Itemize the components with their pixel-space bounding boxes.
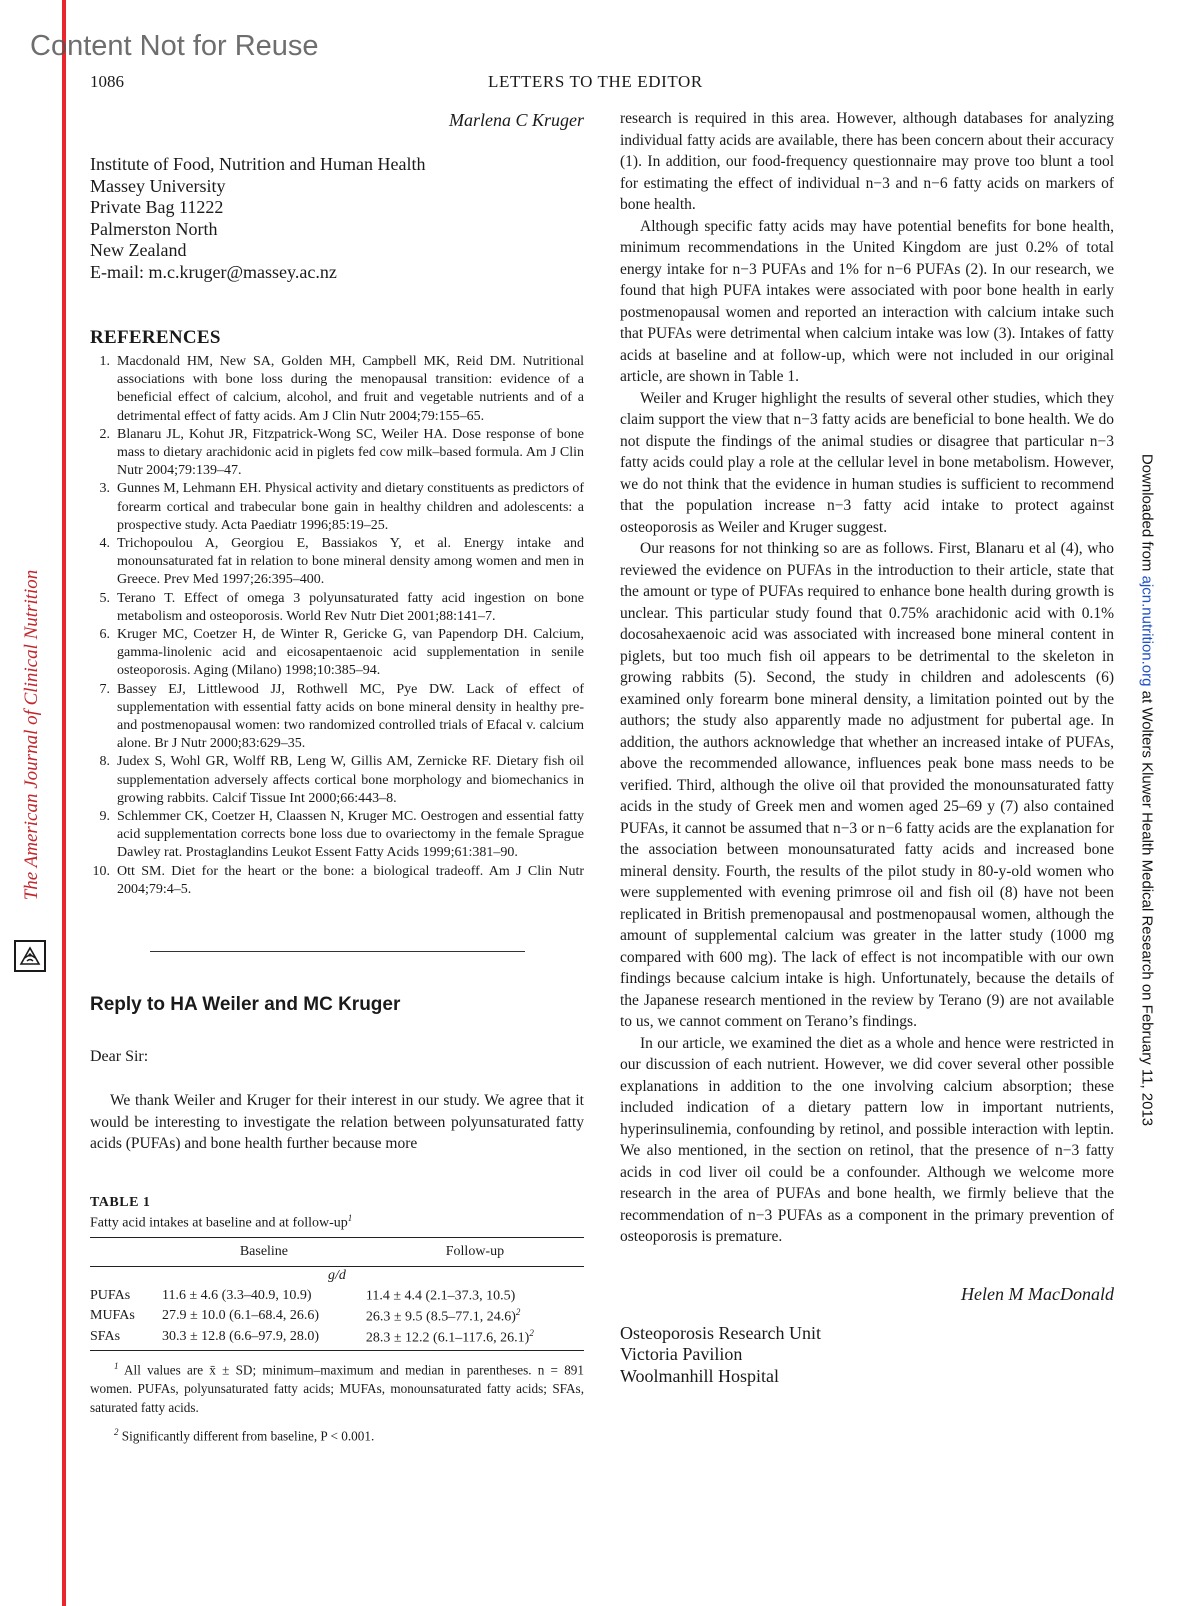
column-header-baseline: Baseline xyxy=(162,1238,366,1267)
table-row xyxy=(90,1327,584,1351)
reference-number: 7. xyxy=(99,681,110,697)
reply-address xyxy=(620,1323,1114,1388)
reply-paragraph: Although specific fatty acids may have potential benefits for bone health, minimum recommendations in the United Kingdom are just 0.2% of total energy intake for n−3 PUFAs and 1% for n−6 PUFAs (2). In our research, we found that high PUFA intakes were associated with poor bone health in early postmenopausal women and reported an interaction with calcium intake such that PUFAs were detrimental when calcium intake was low (3). Intakes of fatty acids at baseline and at follow-up, which were not included in our original article, are shown in Table 1. xyxy=(620,217,1114,385)
reference-text: Gunnes M, Lehmann EH. Physical activity and dietary constituents as predictors of forearm cortical and trabecular bone gain in healthy children and adolescents: a prospective study. Acta Paediatr 1996;85:19–25. xyxy=(117,481,584,533)
reply-intro-paragraph: We thank Weiler and Kruger for their interest in our study. We agree that it would be interesting to investigate the relation between polyunsaturated fatty acids (PUFAs) and bone health further because more xyxy=(90,1092,584,1153)
reference-text: Blanaru JL, Kohut JR, Fitzpatrick-Wong SC, Weiler HA. Dose response of bone mass to dietary arachidonic acid in piglets fed cow milk–based formula. Am J Clin Nutr 2004;79:139–47. xyxy=(117,426,584,479)
address-line: Osteoporosis Research Unit xyxy=(620,1322,821,1343)
fatty-acid-table xyxy=(90,1237,584,1351)
column-header-followup: Follow-up xyxy=(366,1238,584,1267)
row-label: SFAs xyxy=(90,1327,162,1351)
baseline-cell: 27.9 ± 10.0 (6.1–68.4, 26.6) xyxy=(162,1308,320,1324)
address-line: Private Bag 11222 xyxy=(90,197,224,217)
table-row xyxy=(90,1285,584,1306)
baseline-cell: 11.6 ± 4.6 (3.3–40.9, 10.9) xyxy=(162,1287,312,1303)
reply-title: Reply to HA Weiler and MC Kruger xyxy=(90,994,401,1016)
reference-item xyxy=(90,426,584,481)
reference-number: 5. xyxy=(99,590,110,606)
reference-number: 8. xyxy=(99,754,110,770)
address-line: Victoria Pavilion xyxy=(620,1344,743,1364)
email-line: E-mail: m.c.kruger@massey.ac.nz xyxy=(90,261,337,282)
reference-number: 4. xyxy=(99,536,110,552)
reference-item xyxy=(90,753,584,808)
followup-cell xyxy=(366,1285,584,1306)
address-line: New Zealand xyxy=(90,240,187,260)
footnote-mark: 2 xyxy=(114,1427,119,1438)
download-notice xyxy=(1139,454,1156,1126)
right-column xyxy=(620,108,1114,1387)
watermark: Content Not for Reuse xyxy=(30,30,319,62)
reference-number: 9. xyxy=(99,809,110,825)
reference-text: Ott SM. Diet for the heart or the bone: a biological tradeoff. Am J Clin Nutr 2004;79:4–5. xyxy=(117,863,584,897)
reference-number: 10. xyxy=(92,863,110,879)
download-suffix: at Wolters Kluwer Health Medical Research on February 11, 2013 xyxy=(1138,686,1156,1127)
reference-text: Schlemmer CK, Coetzer H, Claassen N, Kruger MC. Oestrogen and essential fatty acid supplementation corrects bone loss due to ovariectomy in the female Sprague Dawley rat. Prostaglandins Leukot Essent Fatty Acids 1999;61:381–90. xyxy=(117,809,584,861)
reference-text: Terano T. Effect of omega 3 polyunsaturated fatty acid ingestion on bone metabolism and osteoporosis. World Rev Nutr Diet 2001;88:141–7. xyxy=(117,590,584,624)
row-label: PUFAs xyxy=(90,1287,131,1303)
journal-title-vertical: The American Journal of Clinical Nutrition xyxy=(21,569,42,901)
section-divider xyxy=(150,951,525,952)
row-label: MUFAs xyxy=(90,1308,135,1324)
ajcn-logo-icon xyxy=(14,940,46,972)
footnote-mark: 2 xyxy=(515,1306,521,1317)
reference-item xyxy=(90,863,584,899)
reference-number: 1. xyxy=(99,354,110,369)
letter1-address xyxy=(90,154,584,283)
followup-value: 26.3 ± 9.5 (8.5–77.1, 24.6) xyxy=(365,1309,516,1325)
reference-item xyxy=(90,480,584,535)
table-row xyxy=(90,1306,584,1327)
reference-item xyxy=(90,535,584,590)
reference-list xyxy=(90,353,584,899)
footnote-text: All values are x̄ ± SD; minimum–maximum and median in parentheses. n = 891 women. PUFAs, polyunsaturated fatty acids; MUFAs, monounsaturated fatty acids; SFAs, saturated fatty acids. xyxy=(90,1362,584,1415)
references-title: REFERENCES xyxy=(90,327,221,348)
table-header-blank xyxy=(90,1238,162,1267)
reference-text: Trichopoulou A, Georgiou E, Bassiakos Y, et al. Energy intake and monounsaturated fat in relation to bone mineral density among women and men in Greece. Prev Med 1997;26:395–400. xyxy=(117,536,584,588)
letter1-author: Marlena C Kruger xyxy=(449,110,584,130)
reference-item xyxy=(90,626,584,681)
address-line: Massey University xyxy=(90,175,226,196)
reference-number: 3. xyxy=(99,481,110,497)
reference-item xyxy=(90,590,584,626)
reply-paragraph: Weiler and Kruger highlight the results of several other studies, which they claim support the view that n−3 fatty acids are beneficial to bone health. We do not dispute the findings of the animal studies or disagree that particular n−3 fatty acids could play a role at the cellular level in bone metabolism. However, we do not think that the evidence in human studies is sufficient to recommend that the population increase n−3 fatty acid intake to protect against osteoporosis as Weiler and Kruger suggest. xyxy=(620,389,1114,536)
followup-value: 28.3 ± 12.2 (6.1–117.6, 26.1) xyxy=(365,1330,530,1346)
download-link[interactable]: ajcn.nutrition.org xyxy=(1138,575,1156,687)
reference-number: 2. xyxy=(99,426,110,442)
followup-value: 11.4 ± 4.4 (2.1–37.3, 10.5) xyxy=(365,1288,516,1304)
reference-text: Kruger MC, Coetzer H, de Winter R, Gericke G, van Papendorp DH. Calcium, gamma-linolenic acid and eicosapentaenoic acid supplementation in senile osteoporosis. Aging (Milano) 1998;10:385–94. xyxy=(117,627,584,679)
reference-text: Judex S, Wohl GR, Wolff RB, Leng W, Gillis AM, Zernicke RF. Dietary fish oil supplementation adversely affects cortical bone morphology and biomechanics in growing rabbits. Calcif Tissue Int 2000;66:443–8. xyxy=(117,754,584,806)
unit-row xyxy=(90,1267,584,1286)
footnote-mark: 2 xyxy=(529,1327,534,1338)
address-line: Palmerston North xyxy=(90,218,218,239)
footnote-text: Significantly different from baseline, P < 0.001. xyxy=(121,1428,375,1444)
left-column xyxy=(90,108,584,1446)
address-line: Woolmanhill Hospital xyxy=(620,1365,780,1386)
reference-text: Bassey EJ, Littlewood JJ, Rothwell MC, Pye DW. Lack of effect of supplementation with essential fatty acids on bone mineral density in healthy pre- and postmenopausal women: two randomized controlled trials of Efacal v. calcium alone. Br J Nutr 2000;83:629–35. xyxy=(117,681,584,752)
download-prefix: Downloaded from xyxy=(1138,453,1156,576)
footnote-mark: 1 xyxy=(347,1212,353,1223)
table-footnote xyxy=(90,1357,584,1417)
table-caption xyxy=(90,1213,584,1232)
reply-author: Helen M MacDonald xyxy=(961,1283,1114,1304)
table-footnote xyxy=(90,1423,584,1446)
footnote-mark: 1 xyxy=(114,1361,119,1372)
salutation: Dear Sir: xyxy=(90,1048,149,1066)
reference-item xyxy=(90,681,584,754)
reply-paragraph: research is required in this area. However, although databases for analyzing individual fatty acids are available, there has been concern about their accuracy (1). In addition, our food-frequency questionnaire may prove too blunt a tool for estimating the effect of individual n−3 and n−6 fatty acids on markers of bone health. xyxy=(620,110,1114,213)
unit-label: g/d xyxy=(328,1268,346,1284)
table-header-row xyxy=(90,1238,584,1267)
followup-cell xyxy=(366,1306,584,1327)
reply-paragraph: Our reasons for not thinking so are as follows. First, Blanaru et al (4), who reviewed the evidence on PUFAs in the introduction to their article, state that the amount or type of PUFAs required to enhance bone health during growth is unclear. This particular study found that 0.75% arachidonic acid with 0.1% docosahexaenoic acid was associated with increased bone mineral content in piglets, but too much fish oil appears to be detrimental to the skeleton in growing rabbits (5). Second, the study in children and adolescents (6) examined only forearm bone mineral density, a limitation pointed out by the authors; the study also apparently made no adjustment for pubertal age. In addition, the authors acknowledge that whether an increased intake of PUFAs, above the recommended allowance, influences peak bone mass needs to be verified. Third, although the olive oil that provided the monounsaturated fatty acids in the study of Greek men and women aged 25–69 y (7) also contained PUFAs, it cannot be assumed that n−3 or n−6 fatty acids are the explanation for the association between monounsaturated fatty acids and increased bone mineral density. Fourth, the results of the pilot study in 80-y-old women who were supplemented with evening primrose oil and fish oil (8) have not been replicated in British premenopausal and postmenopausal women, although the amount of supplemental calcium was greater in the latter study (1000 mg compared with 600 mg). The lack of effect is not incompatible with our own findings because calcium intake is high. Unfortunately, because the details of the Japanese research mentioned in the review by Terano (9) are not available to us, we cannot comment on Terano’s findings. xyxy=(620,540,1114,1030)
left-margin xyxy=(0,0,62,1606)
address-line: Institute of Food, Nutrition and Human Health xyxy=(90,154,426,174)
reference-number: 6. xyxy=(99,627,110,643)
reference-item xyxy=(90,808,584,863)
baseline-cell: 30.3 ± 12.8 (6.6–97.9, 28.0) xyxy=(162,1327,366,1351)
red-margin-rule xyxy=(62,0,66,1606)
table-caption-text: Fatty acid intakes at baseline and at follow-up xyxy=(90,1215,348,1231)
running-head: LETTERS TO THE EDITOR xyxy=(488,72,703,91)
table-label: TABLE 1 xyxy=(90,1194,151,1210)
reference-text: Macdonald HM, New SA, Golden MH, Campbell MK, Reid DM. Nutritional associations with bone loss during the menopausal transition: evidence of a beneficial effect of calcium, alcohol, and fruit and vegetable nutrients and of a detrimental effect of fatty acids. Am J Clin Nutr 2004;79:155–65. xyxy=(117,354,584,424)
reply-paragraph: In our article, we examined the diet as a whole and hence were restricted in our discussion of each nutrient. However, we did cover several other possible explanations in addition to the one involving calcium absorption; these included indication of a dietary pattern low in important nutrients, hyperinsulinemia, confounding by retinol, and possible interaction with leptin. We also mentioned, in the section on retinol, that the presence of n−3 fatty acids in cod liver oil could be a confounder. Although we welcome more research in the area of PUFAs and bone health, we firmly believe that the recommendation of n−3 PUFAs as a component in the primary prevention of osteoporosis is premature. xyxy=(620,1034,1114,1245)
reference-item xyxy=(90,353,584,426)
page-number: 1086 xyxy=(90,72,124,91)
followup-cell xyxy=(366,1327,584,1351)
